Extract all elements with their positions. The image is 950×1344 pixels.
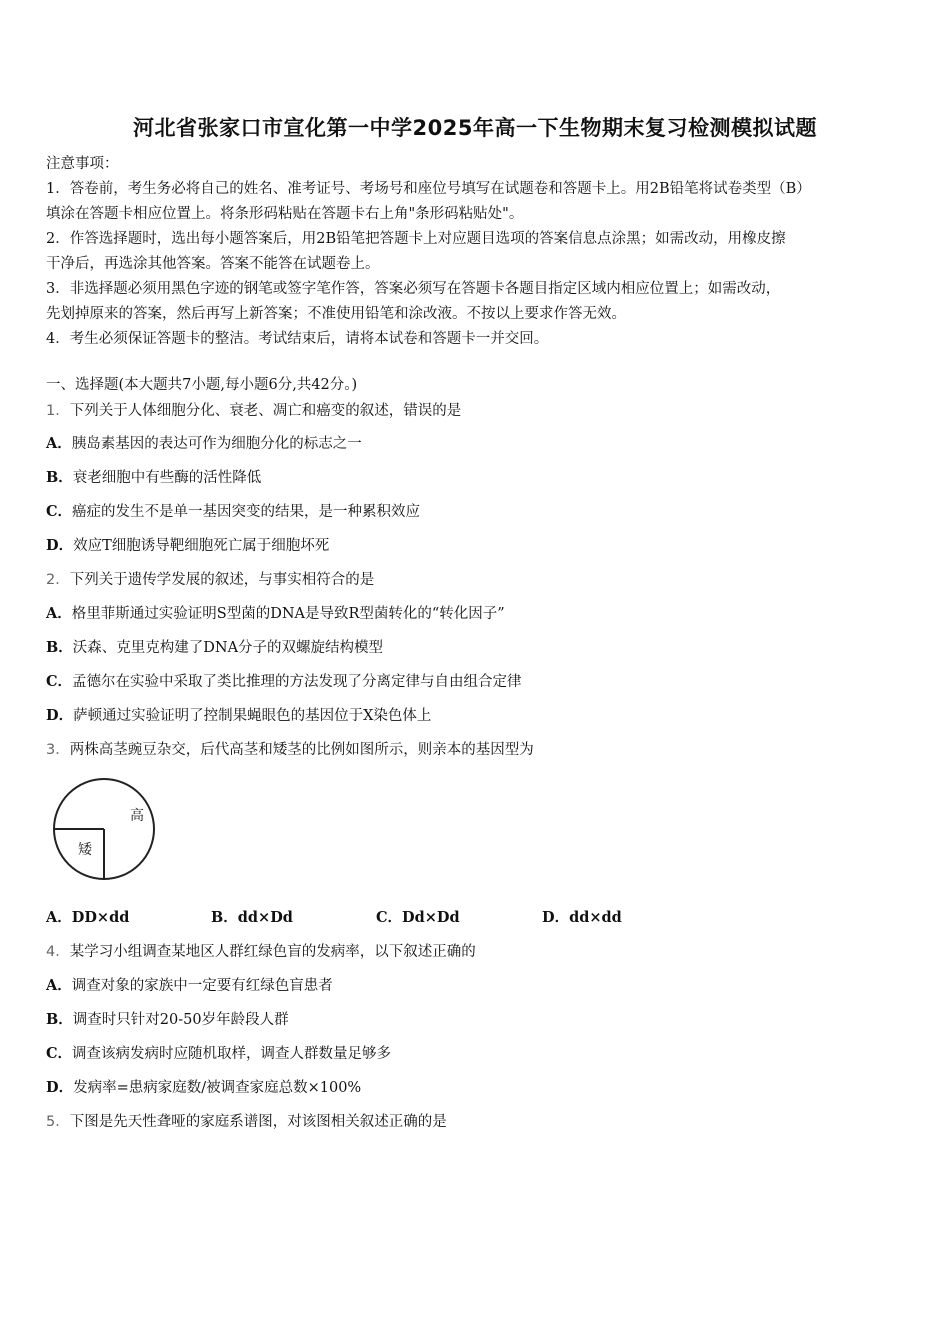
option-letter: A．: [46, 605, 72, 622]
question-2-option-a: [46, 604, 505, 624]
option-text: 调查对象的家族中一定要有红绿色盲患者: [71, 978, 333, 994]
question-4-stem: [46, 942, 476, 962]
question-text: 两株高茎豌豆杂交，后代高茎和矮茎的比例如图所示，则亲本的基因型为: [69, 742, 534, 758]
option-text: 癌症的发生不是单一基因突变的结果，是一种累积效应: [72, 504, 421, 520]
option-letter: C．: [46, 673, 73, 690]
option-letter: A．: [46, 909, 72, 926]
option-letter: D．: [46, 537, 74, 554]
option-letter: C．: [46, 503, 73, 520]
notice-line: 1．答卷前，考生务必将自己的姓名、准考证号、考场号和座位号填写在试题卷和答题卡上。用2B铅笔将试卷类型（B）: [46, 181, 811, 197]
option-text: 衰老细胞中有些酶的活性降低: [72, 470, 262, 486]
option-text: Dd×Dd: [402, 909, 460, 926]
question-text: 下列关于人体细胞分化、衰老、凋亡和癌变的叙述，错误的是: [69, 403, 462, 419]
question-3-stem: [46, 740, 534, 760]
option-letter: B．: [46, 1011, 73, 1028]
question-number: 5．: [46, 1114, 70, 1130]
question-2-option-d: [46, 706, 431, 726]
question-3-option-a: [46, 908, 129, 928]
option-text: 孟德尔在实验中采取了类比推理的方法发现了分离定律与自由组合定律: [72, 674, 522, 690]
option-text: 效应T细胞诱导靶细胞死亡属于细胞坏死: [73, 538, 330, 554]
question-2-option-b: [46, 638, 383, 658]
question-4-option-b: [46, 1010, 289, 1030]
option-letter: A．: [46, 435, 72, 452]
option-letter: D．: [46, 707, 74, 724]
question-3-option-d: [542, 908, 622, 928]
option-letter: B．: [46, 469, 73, 486]
question-5-stem: [46, 1112, 447, 1132]
question-text: 下列关于遗传学发展的叙述，与事实相符合的是: [69, 572, 375, 588]
notice-heading: 注意事项：: [46, 156, 119, 172]
question-3-option-b: [211, 908, 293, 928]
option-letter: C．: [46, 1045, 73, 1062]
section-heading: 一、选择题(本大题共7小题,每小题6分,共42分。): [46, 377, 358, 393]
question-number: 2．: [46, 572, 70, 588]
option-text: 调查时只针对20-50岁年龄段人群: [72, 1012, 289, 1028]
question-number: 4．: [46, 944, 70, 960]
pie-svg: [50, 776, 160, 882]
question-2-stem: [46, 570, 374, 590]
page-title: 河北省张家口市宣化第一中学2025年高一下生物期末复习检测模拟试题: [133, 116, 817, 140]
question-number: 1．: [46, 403, 70, 419]
option-text: DD×dd: [71, 909, 130, 926]
question-text: 某学习小组调查某地区人群红绿色盲的发病率，以下叙述正确的: [69, 944, 476, 960]
option-text: 萨顿通过实验证明了控制果蝇眼色的基因位于X染色体上: [73, 708, 432, 724]
question-1-option-c: [46, 502, 420, 522]
question-3-option-c: [376, 908, 460, 928]
option-letter: B．: [46, 639, 73, 656]
option-letter: C．: [376, 909, 403, 926]
question-1-option-b: [46, 468, 261, 488]
option-text: dd×Dd: [237, 909, 293, 926]
option-text: 胰岛素基因的表达可作为细胞分化的标志之一: [71, 436, 362, 452]
option-text: dd×dd: [569, 909, 622, 926]
option-letter: D．: [542, 909, 570, 926]
notice-line: 干净后，再选涂其他答案。答案不能答在试题卷上。: [46, 256, 380, 272]
notice-line: 填涂在答题卡相应位置上。将条形码粘贴在答题卡右上角"条形码粘贴处"。: [46, 206, 524, 222]
question-2-option-c: [46, 672, 522, 692]
ratio-pie-figure: [50, 776, 160, 882]
pie-label-tall: 高: [130, 808, 144, 824]
pie-label-short: 矮: [78, 842, 92, 858]
option-letter: B．: [211, 909, 238, 926]
option-letter: A．: [46, 977, 72, 994]
notice-line: 2．作答选择题时，选出每小题答案后，用2B铅笔把答题卡上对应题目选项的答案信息点涂黑；如需改动，用橡皮擦: [46, 231, 786, 247]
notice-line: 先划掉原来的答案，然后再写上新答案；不准使用铅笔和涂改液。不按以上要求作答无效。: [46, 306, 626, 322]
option-letter: D．: [46, 1079, 74, 1096]
question-4-option-c: [46, 1044, 391, 1064]
notice-line: 4．考生必须保证答题卡的整洁。考试结束后，请将本试卷和答题卡一并交回。: [46, 331, 549, 347]
question-text: 下图是先天性聋哑的家庭系谱图，对该图相关叙述正确的是: [69, 1114, 447, 1130]
question-1-option-a: [46, 434, 362, 454]
question-1-stem: [46, 401, 461, 421]
notice-block: [46, 152, 906, 352]
option-text: 沃森、克里克构建了DNA分子的双螺旋结构模型: [72, 640, 384, 656]
question-4-option-d: [46, 1078, 361, 1098]
option-text: 调查该病发病时应随机取样，调查人群数量足够多: [72, 1046, 392, 1062]
notice-line: 3．非选择题必须用黑色字迹的钢笔或签字笔作答，答案必须写在答题卡各题目指定区域内相应位置上；如需改动，: [46, 281, 781, 297]
question-number: 3．: [46, 742, 70, 758]
option-text: 格里菲斯通过实验证明S型菌的DNA是导致R型菌转化的“转化因子”: [71, 606, 505, 622]
question-4-option-a: [46, 976, 333, 996]
option-text: 发病率=患病家庭数/被调查家庭总数×100%: [73, 1080, 362, 1096]
question-1-option-d: [46, 536, 329, 556]
